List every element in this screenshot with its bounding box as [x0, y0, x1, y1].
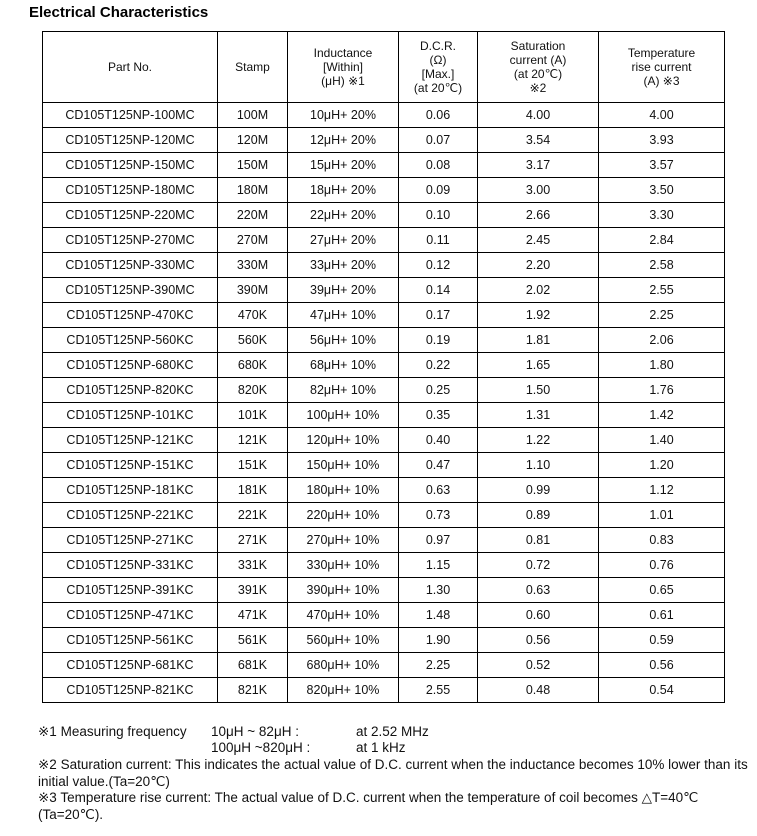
temperature-rise-current-cell: 0.54	[599, 678, 725, 703]
stamp-cell: 330M	[218, 253, 288, 278]
dcr-cell: 0.47	[399, 453, 478, 478]
saturation-current-cell: 2.02	[478, 278, 599, 303]
temperature-rise-current-cell: 1.80	[599, 353, 725, 378]
saturation-current-cell: 0.99	[478, 478, 599, 503]
saturation-current-cell: 1.65	[478, 353, 599, 378]
table-row	[43, 553, 725, 578]
part-no-cell: CD105T125NP-271KC	[43, 528, 218, 553]
header-stamp	[218, 32, 288, 103]
note1-frequency: at 2.52 MHz	[356, 724, 429, 739]
part-no-cell: CD105T125NP-820KC	[43, 378, 218, 403]
part-no-cell: CD105T125NP-181KC	[43, 478, 218, 503]
inductance-cell: 180μH+ 10%	[288, 478, 399, 503]
dcr-cell: 0.73	[399, 503, 478, 528]
header-line: (A) ※3	[643, 74, 680, 88]
part-no-cell: CD105T125NP-680KC	[43, 353, 218, 378]
inductance-cell: 820μH+ 10%	[288, 678, 399, 703]
inductance-cell: 68μH+ 10%	[288, 353, 399, 378]
saturation-current-cell: 0.63	[478, 578, 599, 603]
stamp-cell: 221K	[218, 503, 288, 528]
stamp-cell: 181K	[218, 478, 288, 503]
table-row	[43, 528, 725, 553]
stamp-cell: 820K	[218, 378, 288, 403]
stamp-cell: 180M	[218, 178, 288, 203]
table-row	[43, 628, 725, 653]
part-no-cell: CD105T125NP-180MC	[43, 178, 218, 203]
header-line: Stamp	[235, 60, 270, 74]
dcr-cell: 0.11	[399, 228, 478, 253]
temperature-rise-current-cell: 0.76	[599, 553, 725, 578]
temperature-rise-current-cell: 2.25	[599, 303, 725, 328]
dcr-cell: 0.25	[399, 378, 478, 403]
header-line: Inductance	[313, 46, 373, 60]
dcr-cell: 2.25	[399, 653, 478, 678]
stamp-cell: 390M	[218, 278, 288, 303]
dcr-cell: 0.14	[399, 278, 478, 303]
saturation-current-cell: 0.56	[478, 628, 599, 653]
inductance-cell: 18μH+ 20%	[288, 178, 399, 203]
page-title: Electrical Characteristics	[29, 4, 209, 21]
saturation-current-cell: 0.48	[478, 678, 599, 703]
note1-range: 10μH ~ 82μH :	[211, 724, 299, 739]
temperature-rise-current-cell: 1.12	[599, 478, 725, 503]
saturation-current-cell: 0.89	[478, 503, 599, 528]
table-row	[43, 378, 725, 403]
dcr-cell: 0.17	[399, 303, 478, 328]
dcr-cell: 0.22	[399, 353, 478, 378]
part-no-cell: CD105T125NP-221KC	[43, 503, 218, 528]
dcr-cell: 0.06	[399, 103, 478, 128]
saturation-current-cell: 3.54	[478, 128, 599, 153]
header-inductance	[288, 32, 399, 103]
header-line: (at 20℃)	[413, 81, 463, 95]
saturation-current-cell: 1.50	[478, 378, 599, 403]
temperature-rise-current-cell: 1.76	[599, 378, 725, 403]
temperature-rise-current-cell: 1.42	[599, 403, 725, 428]
part-no-cell: CD105T125NP-331KC	[43, 553, 218, 578]
temperature-rise-current-cell: 3.57	[599, 153, 725, 178]
stamp-cell: 270M	[218, 228, 288, 253]
note1-range: 100μH ~820μH :	[211, 740, 311, 755]
inductance-cell: 10μH+ 20%	[288, 103, 399, 128]
inductance-cell: 470μH+ 10%	[288, 603, 399, 628]
part-no-cell: CD105T125NP-101KC	[43, 403, 218, 428]
inductance-cell: 33μH+ 20%	[288, 253, 399, 278]
temperature-rise-current-cell: 1.01	[599, 503, 725, 528]
table-row	[43, 453, 725, 478]
header-line: rise current	[631, 60, 692, 74]
stamp-cell: 150M	[218, 153, 288, 178]
stamp-cell: 220M	[218, 203, 288, 228]
inductance-cell: 27μH+ 20%	[288, 228, 399, 253]
part-no-cell: CD105T125NP-681KC	[43, 653, 218, 678]
temperature-rise-current-cell: 0.59	[599, 628, 725, 653]
dcr-cell: 1.90	[399, 628, 478, 653]
dcr-cell: 0.10	[399, 203, 478, 228]
dcr-cell: 0.08	[399, 153, 478, 178]
stamp-cell: 101K	[218, 403, 288, 428]
saturation-current-cell: 0.81	[478, 528, 599, 553]
saturation-current-cell: 4.00	[478, 103, 599, 128]
footnotes	[38, 724, 748, 823]
table-row	[43, 253, 725, 278]
header-line: (μH) ※1	[321, 74, 365, 88]
dcr-cell: 0.63	[399, 478, 478, 503]
saturation-current-cell: 0.52	[478, 653, 599, 678]
dcr-cell: 1.15	[399, 553, 478, 578]
temperature-rise-current-cell: 3.30	[599, 203, 725, 228]
temperature-rise-current-cell: 2.06	[599, 328, 725, 353]
inductance-cell: 270μH+ 10%	[288, 528, 399, 553]
note-saturation-current: ※2 Saturation current: This indicates the actual value of D.C. current when the inductance becomes 10% lower than its initial value.(Ta=20℃)	[38, 757, 748, 789]
stamp-cell: 680K	[218, 353, 288, 378]
stamp-cell: 391K	[218, 578, 288, 603]
note1-row	[211, 724, 429, 741]
inductance-cell: 560μH+ 10%	[288, 628, 399, 653]
part-no-cell: CD105T125NP-471KC	[43, 603, 218, 628]
note1-label: ※1 Measuring frequency	[38, 724, 187, 739]
table-row	[43, 603, 725, 628]
header-temperature-rise-current	[599, 32, 725, 103]
stamp-cell: 331K	[218, 553, 288, 578]
part-no-cell: CD105T125NP-561KC	[43, 628, 218, 653]
note-temperature-rise-current: ※3 Temperature rise current: The actual value of D.C. current when the temperature of coil becomes △T=40℃ (Ta=20℃).	[38, 790, 699, 822]
table-row	[43, 278, 725, 303]
inductance-cell: 390μH+ 10%	[288, 578, 399, 603]
inductance-cell: 56μH+ 10%	[288, 328, 399, 353]
inductance-cell: 47μH+ 10%	[288, 303, 399, 328]
stamp-cell: 470K	[218, 303, 288, 328]
stamp-cell: 681K	[218, 653, 288, 678]
table-row	[43, 178, 725, 203]
note1-row	[211, 740, 406, 757]
table-row	[43, 228, 725, 253]
header-line: current (A)	[509, 53, 567, 67]
part-no-cell: CD105T125NP-151KC	[43, 453, 218, 478]
header-dcr	[399, 32, 478, 103]
table-row	[43, 103, 725, 128]
inductance-cell: 100μH+ 10%	[288, 403, 399, 428]
saturation-current-cell: 1.22	[478, 428, 599, 453]
temperature-rise-current-cell: 3.93	[599, 128, 725, 153]
note1-frequency: at 1 kHz	[356, 740, 406, 755]
header-line: [Within]	[322, 60, 363, 74]
stamp-cell: 121K	[218, 428, 288, 453]
table-row	[43, 328, 725, 353]
stamp-cell: 821K	[218, 678, 288, 703]
inductance-cell: 39μH+ 20%	[288, 278, 399, 303]
header-line: [Max.]	[421, 67, 455, 81]
inductance-cell: 680μH+ 10%	[288, 653, 399, 678]
table-row	[43, 353, 725, 378]
header-line: (at 20℃)	[513, 67, 563, 81]
electrical-characteristics-table	[42, 31, 725, 703]
part-no-cell: CD105T125NP-560KC	[43, 328, 218, 353]
saturation-current-cell: 3.17	[478, 153, 599, 178]
header-saturation-current	[478, 32, 599, 103]
part-no-cell: CD105T125NP-100MC	[43, 103, 218, 128]
inductance-cell: 150μH+ 10%	[288, 453, 399, 478]
part-no-cell: CD105T125NP-391KC	[43, 578, 218, 603]
table-row	[43, 478, 725, 503]
table-row	[43, 303, 725, 328]
temperature-rise-current-cell: 2.84	[599, 228, 725, 253]
table-row	[43, 653, 725, 678]
header-part-no	[43, 32, 218, 103]
dcr-cell: 0.09	[399, 178, 478, 203]
stamp-cell: 271K	[218, 528, 288, 553]
table-row	[43, 203, 725, 228]
saturation-current-cell: 1.92	[478, 303, 599, 328]
dcr-cell: 0.97	[399, 528, 478, 553]
header-line: ※2	[529, 81, 547, 95]
temperature-rise-current-cell: 2.55	[599, 278, 725, 303]
dcr-cell: 0.40	[399, 428, 478, 453]
part-no-cell: CD105T125NP-470KC	[43, 303, 218, 328]
part-no-cell: CD105T125NP-390MC	[43, 278, 218, 303]
part-no-cell: CD105T125NP-821KC	[43, 678, 218, 703]
dcr-cell: 0.35	[399, 403, 478, 428]
table-body	[43, 103, 725, 703]
table-row	[43, 428, 725, 453]
temperature-rise-current-cell: 1.20	[599, 453, 725, 478]
saturation-current-cell: 0.72	[478, 553, 599, 578]
inductance-cell: 330μH+ 10%	[288, 553, 399, 578]
stamp-cell: 471K	[218, 603, 288, 628]
note-measuring-frequency	[38, 724, 748, 757]
dcr-cell: 0.19	[399, 328, 478, 353]
saturation-current-cell: 2.45	[478, 228, 599, 253]
saturation-current-cell: 1.81	[478, 328, 599, 353]
header-line: Part No.	[107, 60, 152, 74]
dcr-cell: 1.48	[399, 603, 478, 628]
table-row	[43, 128, 725, 153]
table-row	[43, 578, 725, 603]
part-no-cell: CD105T125NP-220MC	[43, 203, 218, 228]
table-row	[43, 503, 725, 528]
saturation-current-cell: 3.00	[478, 178, 599, 203]
dcr-cell: 1.30	[399, 578, 478, 603]
stamp-cell: 120M	[218, 128, 288, 153]
temperature-rise-current-cell: 1.40	[599, 428, 725, 453]
part-no-cell: CD105T125NP-121KC	[43, 428, 218, 453]
inductance-cell: 15μH+ 20%	[288, 153, 399, 178]
part-no-cell: CD105T125NP-150MC	[43, 153, 218, 178]
saturation-current-cell: 2.66	[478, 203, 599, 228]
stamp-cell: 100M	[218, 103, 288, 128]
part-no-cell: CD105T125NP-120MC	[43, 128, 218, 153]
temperature-rise-current-cell: 0.65	[599, 578, 725, 603]
table-row	[43, 678, 725, 703]
dcr-cell: 2.55	[399, 678, 478, 703]
inductance-cell: 220μH+ 10%	[288, 503, 399, 528]
header-line: Temperature	[627, 46, 696, 60]
inductance-cell: 12μH+ 20%	[288, 128, 399, 153]
temperature-rise-current-cell: 0.61	[599, 603, 725, 628]
saturation-current-cell: 1.10	[478, 453, 599, 478]
temperature-rise-current-cell: 0.56	[599, 653, 725, 678]
stamp-cell: 151K	[218, 453, 288, 478]
part-no-cell: CD105T125NP-270MC	[43, 228, 218, 253]
temperature-rise-current-cell: 0.83	[599, 528, 725, 553]
table-header-row	[43, 32, 725, 103]
temperature-rise-current-cell: 4.00	[599, 103, 725, 128]
temperature-rise-current-cell: 3.50	[599, 178, 725, 203]
inductance-cell: 22μH+ 20%	[288, 203, 399, 228]
header-line: D.C.R.	[420, 39, 456, 53]
inductance-cell: 82μH+ 10%	[288, 378, 399, 403]
table-row	[43, 403, 725, 428]
saturation-current-cell: 0.60	[478, 603, 599, 628]
header-line: Saturation	[510, 39, 566, 53]
table-row	[43, 153, 725, 178]
dcr-cell: 0.07	[399, 128, 478, 153]
stamp-cell: 561K	[218, 628, 288, 653]
stamp-cell: 560K	[218, 328, 288, 353]
temperature-rise-current-cell: 2.58	[599, 253, 725, 278]
dcr-cell: 0.12	[399, 253, 478, 278]
part-no-cell: CD105T125NP-330MC	[43, 253, 218, 278]
saturation-current-cell: 2.20	[478, 253, 599, 278]
saturation-current-cell: 1.31	[478, 403, 599, 428]
inductance-cell: 120μH+ 10%	[288, 428, 399, 453]
header-line: (Ω)	[429, 53, 447, 67]
